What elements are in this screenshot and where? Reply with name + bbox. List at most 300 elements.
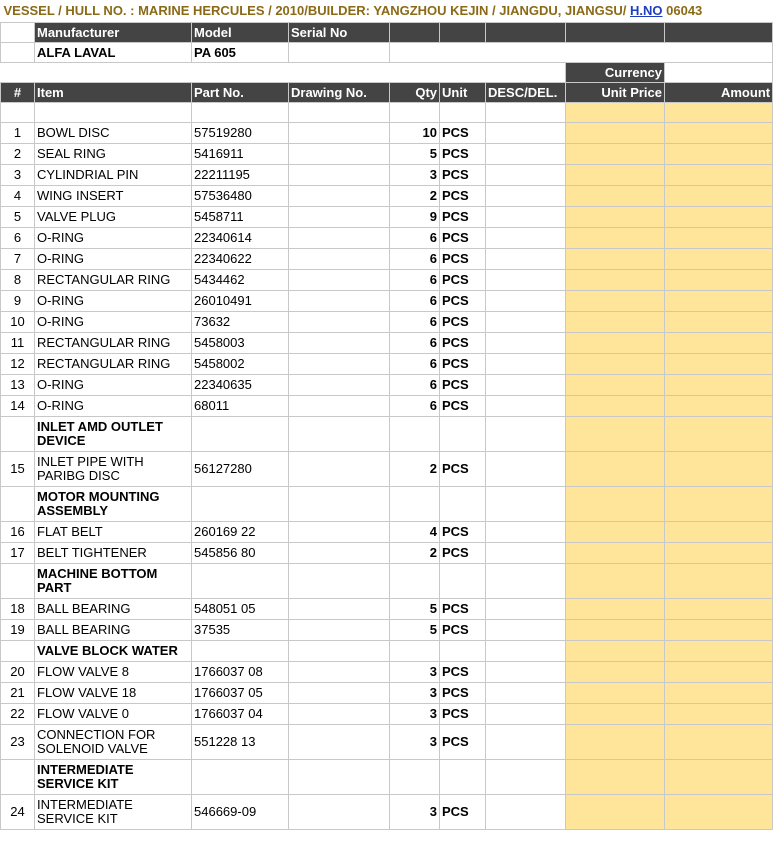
amount-cell[interactable] bbox=[665, 760, 773, 795]
serial-value[interactable] bbox=[289, 43, 390, 63]
vessel-title bbox=[1, 0, 773, 23]
desc-del[interactable] bbox=[486, 207, 566, 228]
desc-del[interactable] bbox=[486, 291, 566, 312]
part-number[interactable]: 5458003 bbox=[192, 333, 289, 354]
item-name[interactable]: O-RING bbox=[35, 291, 192, 312]
item-name[interactable]: FLAT BELT bbox=[35, 522, 192, 543]
desc-del[interactable] bbox=[486, 375, 566, 396]
part-number[interactable]: 57519280 bbox=[192, 123, 289, 144]
item-name[interactable]: VALVE PLUG bbox=[35, 207, 192, 228]
drawing-number[interactable] bbox=[289, 375, 390, 396]
table-row bbox=[1, 704, 773, 725]
manufacturer-value[interactable]: ALFA LAVAL bbox=[35, 43, 192, 63]
unit-price-cell[interactable] bbox=[566, 683, 665, 704]
desc-del[interactable] bbox=[486, 270, 566, 291]
unit[interactable]: PCS bbox=[440, 543, 486, 564]
quantity[interactable]: 6 bbox=[390, 249, 440, 270]
col-num-header: # bbox=[1, 83, 35, 103]
drawing-number[interactable] bbox=[289, 543, 390, 564]
amount-cell[interactable] bbox=[665, 165, 773, 186]
drawing-number[interactable] bbox=[289, 417, 390, 452]
amount-cell[interactable] bbox=[665, 522, 773, 543]
amount-cell[interactable] bbox=[665, 144, 773, 165]
unit[interactable] bbox=[440, 487, 486, 522]
part-number[interactable]: 37535 bbox=[192, 620, 289, 641]
unit[interactable]: PCS bbox=[440, 354, 486, 375]
drawing-number[interactable] bbox=[289, 620, 390, 641]
unit[interactable]: PCS bbox=[440, 704, 486, 725]
unit-price-cell[interactable] bbox=[566, 522, 665, 543]
part-number[interactable] bbox=[192, 417, 289, 452]
row-number[interactable]: 4 bbox=[1, 186, 35, 207]
unit-price-cell[interactable] bbox=[566, 396, 665, 417]
unit[interactable]: PCS bbox=[440, 375, 486, 396]
blank-cell[interactable] bbox=[1, 103, 35, 123]
drawing-number[interactable] bbox=[289, 144, 390, 165]
table-row bbox=[1, 662, 773, 683]
part-number[interactable] bbox=[192, 760, 289, 795]
desc-del[interactable] bbox=[486, 725, 566, 760]
table-row bbox=[1, 249, 773, 270]
desc-del[interactable] bbox=[486, 354, 566, 375]
manufacturer-header: Manufacturer bbox=[35, 23, 192, 43]
drawing-number[interactable] bbox=[289, 354, 390, 375]
unit[interactable]: PCS bbox=[440, 186, 486, 207]
amount-cell[interactable] bbox=[665, 333, 773, 354]
amount-cell[interactable] bbox=[665, 704, 773, 725]
drawing-number[interactable] bbox=[289, 564, 390, 599]
unit-price-cell[interactable] bbox=[566, 795, 665, 830]
unit-price-cell[interactable] bbox=[566, 704, 665, 725]
desc-del[interactable] bbox=[486, 487, 566, 522]
part-number[interactable]: 5416911 bbox=[192, 144, 289, 165]
row-number[interactable]: 22 bbox=[1, 704, 35, 725]
drawing-number[interactable] bbox=[289, 487, 390, 522]
item-name[interactable]: INTERMEDIATE SERVICE KIT bbox=[35, 795, 192, 830]
quantity[interactable] bbox=[390, 487, 440, 522]
amount-cell[interactable] bbox=[665, 186, 773, 207]
item-name[interactable]: BALL BEARING bbox=[35, 599, 192, 620]
unit[interactable]: PCS bbox=[440, 144, 486, 165]
col-qty-header: Qty bbox=[390, 83, 440, 103]
quantity[interactable]: 5 bbox=[390, 620, 440, 641]
amount-cell[interactable] bbox=[665, 795, 773, 830]
drawing-number[interactable] bbox=[289, 333, 390, 354]
quantity[interactable]: 2 bbox=[390, 452, 440, 487]
blank-cell[interactable] bbox=[192, 103, 289, 123]
quantity[interactable]: 6 bbox=[390, 291, 440, 312]
model-value[interactable]: PA 605 bbox=[192, 43, 289, 63]
desc-del[interactable] bbox=[486, 543, 566, 564]
quantity[interactable] bbox=[390, 417, 440, 452]
unit-price-cell[interactable] bbox=[566, 186, 665, 207]
part-number[interactable]: 5434462 bbox=[192, 270, 289, 291]
item-name[interactable]: FLOW VALVE 0 bbox=[35, 704, 192, 725]
desc-del[interactable] bbox=[486, 683, 566, 704]
unit[interactable] bbox=[440, 417, 486, 452]
item-name[interactable]: CONNECTION FOR SOLENOID VALVE bbox=[35, 725, 192, 760]
quantity[interactable]: 3 bbox=[390, 704, 440, 725]
unit[interactable]: PCS bbox=[440, 599, 486, 620]
unit[interactable]: PCS bbox=[440, 333, 486, 354]
quantity[interactable]: 6 bbox=[390, 354, 440, 375]
drawing-number[interactable] bbox=[289, 207, 390, 228]
part-number[interactable]: 546669-09 bbox=[192, 795, 289, 830]
unit-price-cell[interactable] bbox=[566, 725, 665, 760]
amount-cell[interactable] bbox=[665, 354, 773, 375]
table-row bbox=[1, 522, 773, 543]
desc-del[interactable] bbox=[486, 620, 566, 641]
drawing-number[interactable] bbox=[289, 452, 390, 487]
desc-del[interactable] bbox=[486, 795, 566, 830]
desc-del[interactable] bbox=[486, 662, 566, 683]
item-name[interactable]: SEAL RING bbox=[35, 144, 192, 165]
part-number[interactable]: 22340622 bbox=[192, 249, 289, 270]
amount-cell[interactable] bbox=[665, 683, 773, 704]
amount-cell[interactable] bbox=[665, 599, 773, 620]
row-number[interactable]: 1 bbox=[1, 123, 35, 144]
unit[interactable]: PCS bbox=[440, 452, 486, 487]
quantity[interactable]: 9 bbox=[390, 207, 440, 228]
quantity[interactable]: 6 bbox=[390, 270, 440, 291]
desc-del[interactable] bbox=[486, 564, 566, 599]
quantity[interactable]: 3 bbox=[390, 725, 440, 760]
quantity[interactable]: 6 bbox=[390, 396, 440, 417]
unit-price-cell[interactable] bbox=[566, 123, 665, 144]
part-number[interactable]: 260169 22 bbox=[192, 522, 289, 543]
blank-cell[interactable] bbox=[486, 103, 566, 123]
amount-cell[interactable] bbox=[665, 270, 773, 291]
section-title[interactable]: MOTOR MOUNTING ASSEMBLY bbox=[35, 487, 192, 522]
item-name[interactable]: RECTANGULAR RING bbox=[35, 333, 192, 354]
desc-del[interactable] bbox=[486, 228, 566, 249]
unit-price-cell[interactable] bbox=[566, 599, 665, 620]
item-name[interactable]: WING INSERT bbox=[35, 186, 192, 207]
row-number[interactable] bbox=[1, 641, 35, 662]
desc-del[interactable] bbox=[486, 396, 566, 417]
drawing-number[interactable] bbox=[289, 522, 390, 543]
amount-cell[interactable] bbox=[665, 620, 773, 641]
desc-del[interactable] bbox=[486, 760, 566, 795]
unit-price-cell[interactable] bbox=[566, 760, 665, 795]
desc-del[interactable] bbox=[486, 522, 566, 543]
unit-price-cell[interactable] bbox=[566, 249, 665, 270]
col-part-header: Part No. bbox=[192, 83, 289, 103]
drawing-number[interactable] bbox=[289, 641, 390, 662]
desc-del[interactable] bbox=[486, 144, 566, 165]
unit-price-cell[interactable] bbox=[566, 207, 665, 228]
table-row bbox=[1, 725, 773, 760]
row-number[interactable]: 13 bbox=[1, 375, 35, 396]
row-number[interactable]: 24 bbox=[1, 795, 35, 830]
quantity[interactable]: 5 bbox=[390, 144, 440, 165]
amount-cell[interactable] bbox=[665, 228, 773, 249]
info-header-fill bbox=[390, 23, 440, 43]
drawing-number[interactable] bbox=[289, 396, 390, 417]
amount-cell[interactable] bbox=[665, 375, 773, 396]
quantity[interactable]: 2 bbox=[390, 186, 440, 207]
unit-price-cell[interactable] bbox=[566, 564, 665, 599]
drawing-number[interactable] bbox=[289, 249, 390, 270]
quantity[interactable] bbox=[390, 564, 440, 599]
part-number[interactable]: 68011 bbox=[192, 396, 289, 417]
unit[interactable]: PCS bbox=[440, 270, 486, 291]
row-number[interactable]: 15 bbox=[1, 452, 35, 487]
section-row bbox=[1, 487, 773, 522]
quantity[interactable]: 10 bbox=[390, 123, 440, 144]
row-number[interactable]: 23 bbox=[1, 725, 35, 760]
part-number[interactable]: 1766037 08 bbox=[192, 662, 289, 683]
unit-price-cell[interactable] bbox=[566, 312, 665, 333]
amount-cell[interactable] bbox=[665, 641, 773, 662]
unit[interactable]: PCS bbox=[440, 249, 486, 270]
unit[interactable]: PCS bbox=[440, 522, 486, 543]
drawing-number[interactable] bbox=[289, 725, 390, 760]
amount-cell[interactable] bbox=[665, 396, 773, 417]
table-row bbox=[1, 270, 773, 291]
row-number[interactable]: 17 bbox=[1, 543, 35, 564]
drawing-number[interactable] bbox=[289, 165, 390, 186]
quantity[interactable]: 6 bbox=[390, 228, 440, 249]
row-number[interactable]: 14 bbox=[1, 396, 35, 417]
row-number[interactable]: 19 bbox=[1, 620, 35, 641]
unit[interactable]: PCS bbox=[440, 291, 486, 312]
currency-value[interactable] bbox=[665, 63, 773, 83]
drawing-number[interactable] bbox=[289, 760, 390, 795]
unit-price-cell[interactable] bbox=[566, 662, 665, 683]
row-number[interactable] bbox=[1, 487, 35, 522]
item-name[interactable]: FLOW VALVE 18 bbox=[35, 683, 192, 704]
row-number[interactable]: 7 bbox=[1, 249, 35, 270]
row-number[interactable]: 16 bbox=[1, 522, 35, 543]
item-name[interactable]: RECTANGULAR RING bbox=[35, 354, 192, 375]
quantity[interactable]: 4 bbox=[390, 522, 440, 543]
unit[interactable]: PCS bbox=[440, 312, 486, 333]
quantity[interactable] bbox=[390, 760, 440, 795]
quantity[interactable]: 3 bbox=[390, 662, 440, 683]
drawing-number[interactable] bbox=[289, 270, 390, 291]
quantity[interactable] bbox=[390, 641, 440, 662]
drawing-number[interactable] bbox=[289, 704, 390, 725]
unit[interactable]: PCS bbox=[440, 396, 486, 417]
row-number[interactable]: 11 bbox=[1, 333, 35, 354]
row-number[interactable]: 8 bbox=[1, 270, 35, 291]
quantity[interactable]: 5 bbox=[390, 599, 440, 620]
section-title[interactable]: INTERMEDIATE SERVICE KIT bbox=[35, 760, 192, 795]
section-row bbox=[1, 760, 773, 795]
row-number[interactable] bbox=[1, 417, 35, 452]
desc-del[interactable] bbox=[486, 641, 566, 662]
desc-del[interactable] bbox=[486, 165, 566, 186]
drawing-number[interactable] bbox=[289, 599, 390, 620]
row-number[interactable]: 18 bbox=[1, 599, 35, 620]
unit[interactable]: PCS bbox=[440, 207, 486, 228]
part-number[interactable]: 57536480 bbox=[192, 186, 289, 207]
unit-price-cell[interactable] bbox=[566, 103, 665, 123]
unit[interactable]: PCS bbox=[440, 725, 486, 760]
item-name[interactable]: BELT TIGHTENER bbox=[35, 543, 192, 564]
unit-price-cell[interactable] bbox=[566, 543, 665, 564]
blank-cell[interactable] bbox=[390, 103, 440, 123]
amount-cell[interactable] bbox=[665, 662, 773, 683]
drawing-number[interactable] bbox=[289, 186, 390, 207]
item-name[interactable]: O-RING bbox=[35, 249, 192, 270]
blank-cell[interactable] bbox=[289, 103, 390, 123]
unit[interactable]: PCS bbox=[440, 662, 486, 683]
row-number[interactable] bbox=[1, 760, 35, 795]
part-number[interactable]: 548051 05 bbox=[192, 599, 289, 620]
drawing-number[interactable] bbox=[289, 228, 390, 249]
part-number[interactable]: 22340614 bbox=[192, 228, 289, 249]
unit-price-cell[interactable] bbox=[566, 375, 665, 396]
unit-price-cell[interactable] bbox=[566, 620, 665, 641]
unit[interactable]: PCS bbox=[440, 165, 486, 186]
row-number[interactable]: 21 bbox=[1, 683, 35, 704]
desc-del[interactable] bbox=[486, 333, 566, 354]
amount-cell[interactable] bbox=[665, 249, 773, 270]
row-number[interactable] bbox=[1, 564, 35, 599]
amount-cell[interactable] bbox=[665, 291, 773, 312]
part-number[interactable]: 22211195 bbox=[192, 165, 289, 186]
desc-del[interactable] bbox=[486, 186, 566, 207]
drawing-number[interactable] bbox=[289, 683, 390, 704]
part-number[interactable]: 5458711 bbox=[192, 207, 289, 228]
unit-price-cell[interactable] bbox=[566, 228, 665, 249]
amount-cell[interactable] bbox=[665, 725, 773, 760]
row-number[interactable]: 20 bbox=[1, 662, 35, 683]
quantity[interactable]: 3 bbox=[390, 683, 440, 704]
part-number[interactable] bbox=[192, 564, 289, 599]
blank-cell[interactable] bbox=[35, 103, 192, 123]
amount-cell[interactable] bbox=[665, 543, 773, 564]
col-amount-header: Amount bbox=[665, 83, 773, 103]
unit-price-cell[interactable] bbox=[566, 452, 665, 487]
section-row bbox=[1, 641, 773, 662]
part-number[interactable]: 1766037 05 bbox=[192, 683, 289, 704]
quantity[interactable]: 3 bbox=[390, 165, 440, 186]
desc-del[interactable] bbox=[486, 704, 566, 725]
item-name[interactable]: CYLINDRIAL PIN bbox=[35, 165, 192, 186]
part-number[interactable]: 22340635 bbox=[192, 375, 289, 396]
part-number[interactable] bbox=[192, 641, 289, 662]
unit[interactable]: PCS bbox=[440, 683, 486, 704]
amount-cell[interactable] bbox=[665, 103, 773, 123]
blank-cell[interactable] bbox=[440, 103, 486, 123]
item-name[interactable]: O-RING bbox=[35, 396, 192, 417]
info-header-blank bbox=[1, 23, 35, 43]
item-name[interactable]: O-RING bbox=[35, 228, 192, 249]
amount-cell[interactable] bbox=[665, 312, 773, 333]
unit[interactable]: PCS bbox=[440, 620, 486, 641]
amount-cell[interactable] bbox=[665, 207, 773, 228]
amount-cell[interactable] bbox=[665, 487, 773, 522]
section-title[interactable]: INLET AMD OUTLET DEVICE bbox=[35, 417, 192, 452]
desc-del[interactable] bbox=[486, 312, 566, 333]
item-name[interactable]: FLOW VALVE 8 bbox=[35, 662, 192, 683]
unit-price-cell[interactable] bbox=[566, 291, 665, 312]
unit-price-cell[interactable] bbox=[566, 144, 665, 165]
unit[interactable] bbox=[440, 641, 486, 662]
quantity[interactable]: 6 bbox=[390, 375, 440, 396]
unit-price-cell[interactable] bbox=[566, 270, 665, 291]
desc-del[interactable] bbox=[486, 123, 566, 144]
part-number[interactable]: 1766037 04 bbox=[192, 704, 289, 725]
row-number[interactable]: 9 bbox=[1, 291, 35, 312]
item-name[interactable]: BOWL DISC bbox=[35, 123, 192, 144]
drawing-number[interactable] bbox=[289, 662, 390, 683]
unit-price-cell[interactable] bbox=[566, 417, 665, 452]
table-row bbox=[1, 599, 773, 620]
drawing-number[interactable] bbox=[289, 312, 390, 333]
unit-price-cell[interactable] bbox=[566, 487, 665, 522]
amount-cell[interactable] bbox=[665, 564, 773, 599]
desc-del[interactable] bbox=[486, 452, 566, 487]
table-row bbox=[1, 354, 773, 375]
amount-cell[interactable] bbox=[665, 452, 773, 487]
item-name[interactable]: RECTANGULAR RING bbox=[35, 270, 192, 291]
quantity[interactable]: 6 bbox=[390, 333, 440, 354]
drawing-number[interactable] bbox=[289, 123, 390, 144]
row-number[interactable]: 10 bbox=[1, 312, 35, 333]
unit-price-cell[interactable] bbox=[566, 641, 665, 662]
drawing-number[interactable] bbox=[289, 795, 390, 830]
quantity[interactable]: 3 bbox=[390, 795, 440, 830]
part-number[interactable]: 551228 13 bbox=[192, 725, 289, 760]
row-number[interactable]: 5 bbox=[1, 207, 35, 228]
section-title[interactable]: VALVE BLOCK WATER bbox=[35, 641, 192, 662]
desc-del[interactable] bbox=[486, 599, 566, 620]
unit[interactable] bbox=[440, 564, 486, 599]
part-number[interactable]: 26010491 bbox=[192, 291, 289, 312]
row-number[interactable]: 6 bbox=[1, 228, 35, 249]
part-number[interactable]: 545856 80 bbox=[192, 543, 289, 564]
table-row bbox=[1, 683, 773, 704]
unit[interactable]: PCS bbox=[440, 228, 486, 249]
unit-price-cell[interactable] bbox=[566, 354, 665, 375]
unit[interactable] bbox=[440, 760, 486, 795]
unit-price-cell[interactable] bbox=[566, 165, 665, 186]
part-number[interactable]: 56127280 bbox=[192, 452, 289, 487]
part-number[interactable]: 73632 bbox=[192, 312, 289, 333]
table-row bbox=[1, 452, 773, 487]
unit[interactable]: PCS bbox=[440, 795, 486, 830]
item-name[interactable]: BALL BEARING bbox=[35, 620, 192, 641]
part-number[interactable] bbox=[192, 487, 289, 522]
quantity[interactable]: 6 bbox=[390, 312, 440, 333]
row-number[interactable]: 3 bbox=[1, 165, 35, 186]
section-title[interactable]: MACHINE BOTTOM PART bbox=[35, 564, 192, 599]
table-row bbox=[1, 620, 773, 641]
section-row bbox=[1, 564, 773, 599]
desc-del[interactable] bbox=[486, 249, 566, 270]
row-number[interactable]: 2 bbox=[1, 144, 35, 165]
table-row bbox=[1, 291, 773, 312]
amount-cell[interactable] bbox=[665, 417, 773, 452]
part-number[interactable]: 5458002 bbox=[192, 354, 289, 375]
item-name[interactable]: INLET PIPE WITH PARIBG DISC bbox=[35, 452, 192, 487]
unit-price-cell[interactable] bbox=[566, 333, 665, 354]
table-row bbox=[1, 144, 773, 165]
drawing-number[interactable] bbox=[289, 291, 390, 312]
row-number[interactable]: 12 bbox=[1, 354, 35, 375]
desc-del[interactable] bbox=[486, 417, 566, 452]
hno-link[interactable]: H.NO bbox=[630, 3, 663, 18]
quantity[interactable]: 2 bbox=[390, 543, 440, 564]
amount-cell[interactable] bbox=[665, 123, 773, 144]
item-name[interactable]: O-RING bbox=[35, 375, 192, 396]
item-name[interactable]: O-RING bbox=[35, 312, 192, 333]
unit[interactable]: PCS bbox=[440, 123, 486, 144]
